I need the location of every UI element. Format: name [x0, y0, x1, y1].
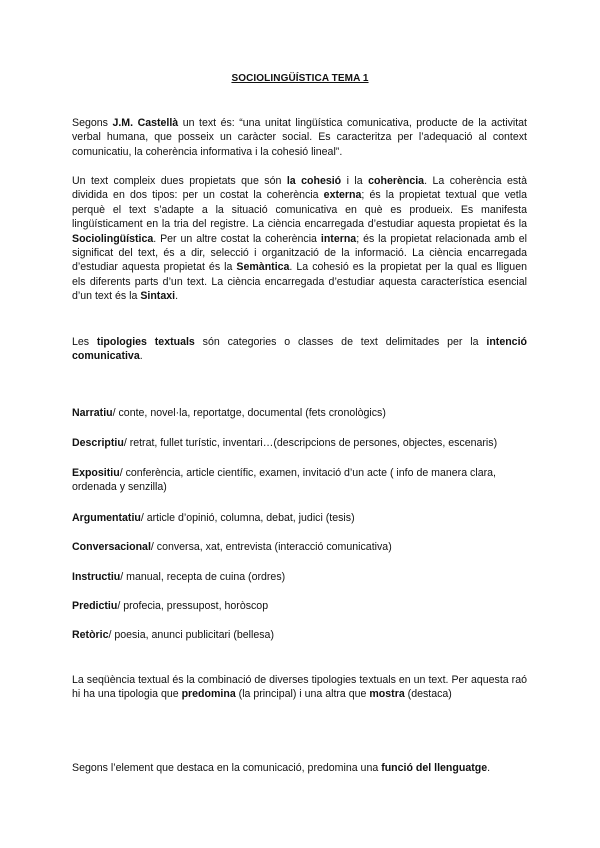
term-mostra: mostra [369, 688, 405, 701]
author-name: J.M. Castellà [112, 117, 179, 129]
type-desc: / retrat, fullet turístic, inventari…(descripcions de persones, objectes, escenaris) [123, 437, 498, 449]
func-text: Segons l’element que destaca en la comunicació, predomina una [72, 762, 382, 774]
props-text: . Per un altre costat la coherència [153, 232, 321, 245]
props-text: . La cohesió es la propietat per la qual es lliguen els diferents parts d’un text. La ciència encarregada d’estudiar aquesta característica esencial d’un text és la [72, 261, 527, 303]
props-text: i la [341, 175, 369, 187]
props-text: . [175, 290, 179, 303]
term-predomina: predomina [181, 688, 236, 701]
list-item [72, 436, 527, 450]
type-desc: / poesia, anunci publicitari (bellesa) [108, 629, 274, 641]
type-desc: / article d’opinió, columna, debat, judici (tesis) [140, 512, 355, 524]
function-paragraph [72, 761, 527, 775]
typ-text: són categories o classes de text delimitades per la [194, 336, 487, 348]
list-item [72, 540, 527, 554]
type-desc: / conversa, xat, entrevista (interacció comunicativa) [150, 541, 392, 553]
props-text: ; és la propietat textual que vetla perquè el text s’adapte a la situació comunicativa en què es produeix. Es manifesta lingüísticament en la tria del registre. La ciència encarregada d’estudiar aquesta propietat és la [72, 189, 527, 231]
type-name: Expositiu [72, 467, 120, 479]
func-text: . [487, 762, 491, 774]
type-desc: / profecia, pressupost, horòscop [117, 600, 269, 612]
properties-paragraph [72, 174, 527, 304]
page-title: SOCIOLINGÜÍSTICA TEMA 1 [231, 73, 369, 84]
type-name: Retòric [72, 629, 109, 641]
list-item [72, 511, 527, 525]
term-funcio: funció del llenguatge [381, 762, 488, 774]
type-name: Descriptiu [72, 437, 124, 449]
intro-quote: un text és: “una unitat lingüística comunicativa, producte de la activitat verbal humana, que posseix un caràcter social. Es caracteritza per l’adequació al context comunicatiu, la coherència informativa i la cohesió lineal”. [72, 117, 528, 158]
props-text: ; és la propietat relacionada amb el significat del text, és a dir, selecció i organització de la informació. La ciència encarregada d’estudiar aquesta propietat és la [72, 232, 527, 274]
term-sintaxi: Sintaxi [140, 290, 176, 303]
type-name: Narratiu [72, 407, 113, 419]
typ-text: . [139, 350, 143, 363]
type-desc: / conferència, article científic, examen, invitació d’un acte ( info de manera clara, ordenada y senzilla) [72, 467, 496, 494]
term-semantica: Semàntica [236, 261, 290, 274]
list-item [72, 599, 527, 613]
type-desc: / conte, novel·la, reportatge, documental (fets cronològics) [112, 407, 386, 419]
type-desc: / manual, recepta de cuina (ordres) [120, 571, 286, 583]
typologies-paragraph [72, 335, 527, 364]
term-cohesio: la cohesió [286, 175, 342, 187]
sequence-paragraph [72, 673, 527, 702]
intro-paragraph [72, 116, 527, 159]
term-sociolinguistica: Sociolingüística [72, 232, 154, 245]
term-externa: externa [323, 189, 362, 202]
intro-text: Segons [72, 117, 113, 129]
term-intencio: intenció comunicativa [72, 336, 527, 363]
list-item [72, 466, 527, 495]
props-text: Un text compleix dues propietats que són [72, 175, 287, 187]
type-name: Instructiu [72, 571, 121, 583]
props-text: . La coherència està dividida en dos tipos: per un costat la coherència [72, 175, 527, 202]
type-name: Predictiu [72, 600, 118, 612]
typ-text: Les [72, 336, 97, 348]
seq-text: (la principal) i una altra que [235, 688, 370, 701]
term-coherencia: coherència [368, 175, 425, 187]
seq-text: La seqüència textual és la combinació de diverses tipologies textuals en un text. Per aquesta raó hi ha una tipologia que [72, 674, 527, 701]
list-item [72, 570, 527, 584]
term-interna: interna [320, 232, 357, 245]
term-tipologies: tipologies textuals [96, 336, 195, 348]
list-item [72, 628, 527, 642]
list-item [72, 406, 527, 420]
seq-text: (destaca) [404, 688, 452, 701]
type-name: Argumentatiu [72, 512, 141, 524]
type-name: Conversacional [72, 541, 151, 553]
